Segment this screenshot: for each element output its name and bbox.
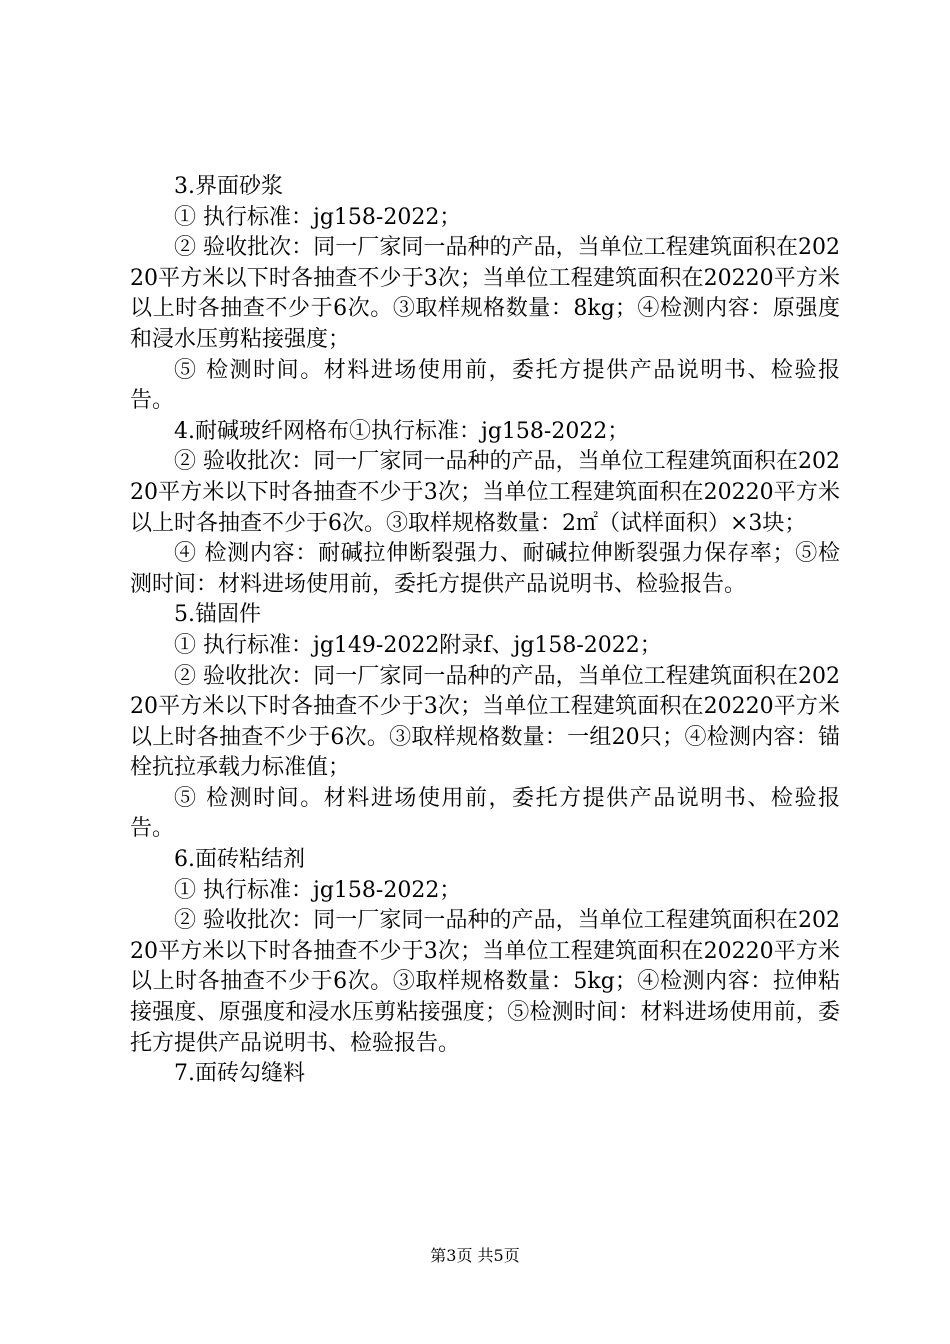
- paragraph: ② 验收批次：同一厂家同一品种的产品，当单位工程建筑面积在20220平方米以下时各抽查不少于3次；当单位工程建筑面积在20220平方米以上时各抽查不少于6次。③取样规格数量：2㎡（试样面积）×3块；: [130, 449, 840, 536]
- section-heading: 6.面砖粘结剂: [174, 847, 305, 873]
- section-heading: 4.耐碱玻纤网格布①执行标准：jg158-2022；: [174, 418, 630, 444]
- paragraph: ② 验收批次：同一厂家同一品种的产品，当单位工程建筑面积在20220平方米以下时各抽查不少于3次；当单位工程建筑面积在20220平方米以上时各抽查不少于6次。③取样规格数量：一组20只；④检测内容：锚栓抗拉承载力标准值；: [130, 663, 840, 781]
- paragraph: ② 验收批次：同一厂家同一品种的产品，当单位工程建筑面积在20220平方米以下时各抽查不少于3次；当单位工程建筑面积在20220平方米以上时各抽查不少于6次。③取样规格数量：5kg；④检测内容：拉伸粘接强度、原强度和浸水压剪粘接强度；⑤检测时间：材料进场使用前，委托方提供产品说明书、检验报告。: [130, 908, 840, 1056]
- paragraph: ① 执行标准：jg158-2022；: [174, 204, 462, 230]
- paragraph: ① 执行标准：jg149-2022附录f、jg158-2022；: [174, 632, 662, 658]
- section-heading: 3.界面砂浆: [174, 174, 283, 199]
- paragraph: ⑤ 检测时间。材料进场使用前，委托方提供产品说明书、检验报告。: [130, 357, 840, 414]
- document-body: [130, 172, 840, 1090]
- page-footer: 第3页 共5页: [430, 1246, 520, 1265]
- paragraph: ④ 检测内容：耐碱拉伸断裂强力、耐碱拉伸断裂强力保存率；⑤检测时间：材料进场使用前，委托方提供产品说明书、检验报告。: [130, 541, 840, 597]
- section-heading: 7.面砖勾缝料: [174, 1061, 305, 1087]
- paragraph: ② 验收批次：同一厂家同一品种的产品，当单位工程建筑面积在20220平方米以下时各抽查不少于3次；当单位工程建筑面积在20220平方米以上时各抽查不少于6次。③取样规格数量：8kg；④检测内容：原强度和浸水压剪粘接强度；: [130, 235, 840, 352]
- paragraph: ① 执行标准：jg158-2022；: [174, 877, 462, 903]
- section-heading: 5.锚固件: [174, 602, 261, 628]
- paragraph: ⑤ 检测时间。材料进场使用前，委托方提供产品说明书、检验报告。: [130, 785, 840, 842]
